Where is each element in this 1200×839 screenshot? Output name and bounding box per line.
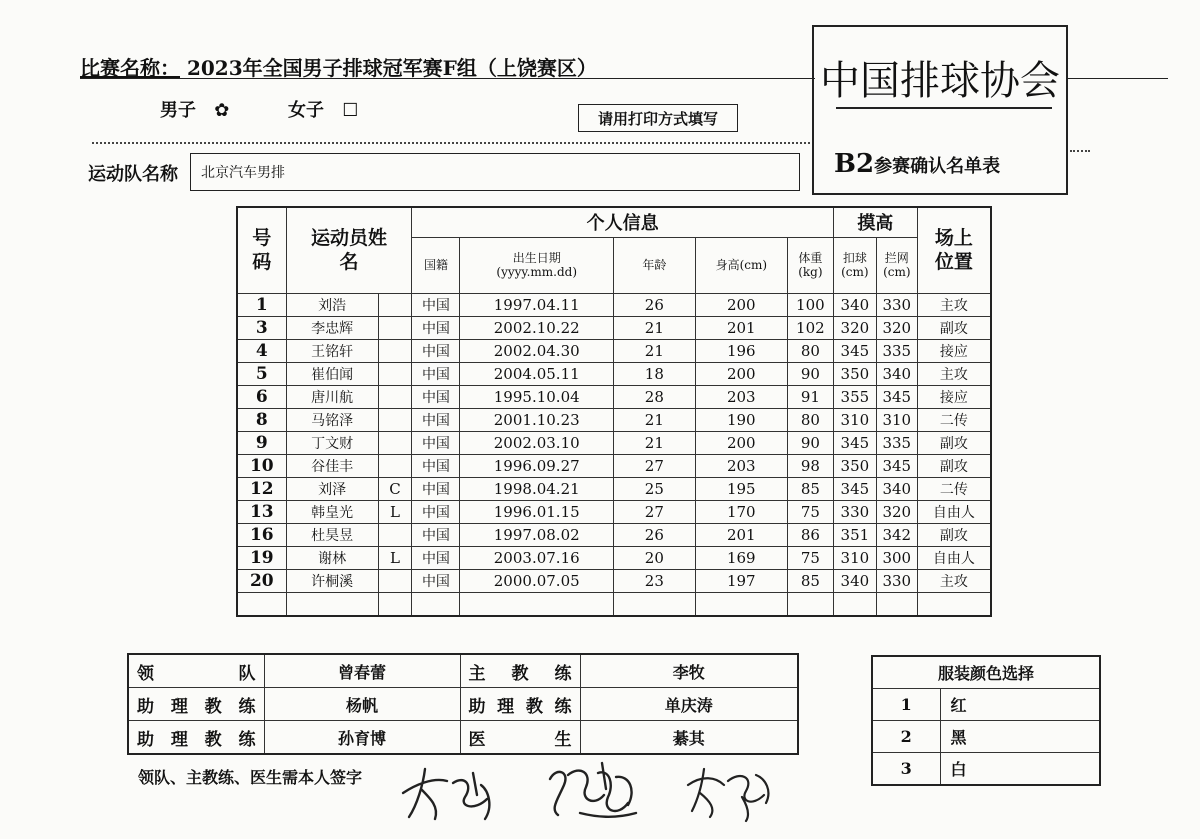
player-nationality: 中国 [412,477,460,500]
player-birth-date: 2002.04.30 [460,339,613,362]
player-age: 20 [613,546,695,569]
uniform-option[interactable] [872,753,1100,786]
table-row [237,339,991,362]
female-option[interactable] [288,96,358,122]
player-number: 8 [237,408,286,431]
player-role-mark: C [378,477,412,500]
player-weight: 80 [787,339,833,362]
association-box [812,25,1068,195]
assistant-coach-name-2[interactable]: 单庆涛 [580,688,798,721]
col-position-header: 场上位置 [917,207,991,293]
head-coach-name[interactable]: 李牧 [580,654,798,688]
competition-title [80,52,597,81]
player-nationality: 中国 [412,339,460,362]
player-role-mark: L [378,500,412,523]
player-role-mark [378,408,412,431]
table-row [237,385,991,408]
dotted-divider [92,142,810,144]
player-weight: 90 [787,362,833,385]
player-position: 二传 [917,477,991,500]
table-row [237,546,991,569]
player-height: 196 [695,339,787,362]
reach-header: 摸高 [833,207,917,237]
male-checkmark-icon: ✿ [214,100,230,121]
col-weight-header: 体重(kg) [787,237,833,293]
player-height: 201 [695,523,787,546]
player-position: 主攻 [917,362,991,385]
player-name: 马铭泽 [286,408,378,431]
player-name: 丁文财 [286,431,378,454]
empty-row [237,592,991,616]
player-spike-reach: 340 [833,569,876,592]
leader-name[interactable]: 曾春蕾 [264,654,460,688]
player-block-reach: 310 [876,408,917,431]
player-number: 20 [237,569,286,592]
leader-label: 领队 [128,654,264,688]
player-block-reach: 335 [876,339,917,362]
player-block-reach: 335 [876,431,917,454]
player-height: 169 [695,546,787,569]
print-note: 请用打印方式填写 [578,104,738,132]
table-row [237,454,991,477]
player-age: 25 [613,477,695,500]
player-name: 唐川航 [286,385,378,408]
player-weight: 85 [787,569,833,592]
player-position: 自由人 [917,500,991,523]
player-name: 杜昊昱 [286,523,378,546]
player-birth-date: 1996.09.27 [460,454,613,477]
player-height: 203 [695,454,787,477]
table-row [237,523,991,546]
player-age: 21 [613,316,695,339]
player-name: 李忠辉 [286,316,378,339]
player-age: 26 [613,523,695,546]
uniform-color-title: 服装颜色选择 [872,656,1100,689]
form-title [834,149,1000,179]
player-spike-reach: 310 [833,408,876,431]
player-block-reach: 345 [876,454,917,477]
player-number: 13 [237,500,286,523]
player-nationality: 中国 [412,523,460,546]
player-spike-reach: 345 [833,477,876,500]
uniform-option[interactable] [872,689,1100,721]
player-spike-reach: 350 [833,454,876,477]
player-weight: 90 [787,431,833,454]
player-spike-reach: 345 [833,339,876,362]
player-age: 28 [613,385,695,408]
player-spike-reach: 350 [833,362,876,385]
player-age: 18 [613,362,695,385]
player-nationality: 中国 [412,454,460,477]
player-position: 副攻 [917,454,991,477]
male-label: 男子 [160,100,196,121]
player-nationality: 中国 [412,316,460,339]
uniform-color-table [871,655,1101,786]
assistant-coach-label-3: 助理教练 [128,721,264,755]
player-position: 副攻 [917,316,991,339]
roster-table [236,206,992,617]
player-age: 23 [613,569,695,592]
team-name-field[interactable]: 北京汽车男排 [190,153,800,191]
form-code: B2 [834,149,875,179]
col-height-header: 身高(cm) [695,237,787,293]
player-number: 9 [237,431,286,454]
player-name: 许桐溪 [286,569,378,592]
player-nationality: 中国 [412,431,460,454]
player-height: 200 [695,431,787,454]
player-role-mark [378,293,412,316]
player-spike-reach: 330 [833,500,876,523]
player-block-reach: 340 [876,477,917,500]
table-row [237,431,991,454]
table-row [237,362,991,385]
uniform-option-color: 红 [940,689,1100,721]
player-spike-reach: 340 [833,293,876,316]
male-option[interactable] [160,96,229,122]
player-number: 5 [237,362,286,385]
col-age-header: 年龄 [613,237,695,293]
player-birth-date: 2000.07.05 [460,569,613,592]
player-number: 6 [237,385,286,408]
player-birth-date: 2001.10.23 [460,408,613,431]
competition-name: 2023年全国男子排球冠军赛F组（上饶赛区） [186,56,597,80]
association-divider [836,107,1052,109]
player-birth-date: 2002.03.10 [460,431,613,454]
player-name: 谷佳丰 [286,454,378,477]
player-weight: 80 [787,408,833,431]
player-number: 4 [237,339,286,362]
player-block-reach: 342 [876,523,917,546]
table-row [237,408,991,431]
dotted-divider-right [1070,150,1090,152]
player-position: 副攻 [917,431,991,454]
player-weight: 102 [787,316,833,339]
player-nationality: 中国 [412,546,460,569]
player-position: 自由人 [917,546,991,569]
player-age: 21 [613,431,695,454]
player-height: 195 [695,477,787,500]
col-block-header: 拦网(cm) [876,237,917,293]
player-birth-date: 2004.05.11 [460,362,613,385]
table-row [237,477,991,500]
signature-note: 领队、主教练、医生需本人签字 [138,768,363,787]
player-number: 12 [237,477,286,500]
female-label: 女子 [288,100,324,121]
player-nationality: 中国 [412,408,460,431]
player-age: 26 [613,293,695,316]
assistant-coach-label-2: 助理教练 [460,688,580,721]
player-spike-reach: 320 [833,316,876,339]
player-weight: 75 [787,546,833,569]
player-position: 副攻 [917,523,991,546]
player-spike-reach: 310 [833,546,876,569]
player-age: 27 [613,454,695,477]
uniform-option-number: 2 [872,721,940,753]
player-age: 21 [613,339,695,362]
player-birth-date: 1996.01.15 [460,500,613,523]
player-block-reach: 330 [876,569,917,592]
assistant-coach-label-1: 助理教练 [128,688,264,721]
player-weight: 100 [787,293,833,316]
player-name: 刘泽 [286,477,378,500]
player-number: 19 [237,546,286,569]
player-role-mark [378,454,412,477]
col-birth-header: 出生日期(yyyy.mm.dd) [460,237,613,293]
player-birth-date: 1998.04.21 [460,477,613,500]
player-height: 200 [695,362,787,385]
uniform-option[interactable] [872,721,1100,753]
player-spike-reach: 351 [833,523,876,546]
player-nationality: 中国 [412,362,460,385]
female-checkbox-icon: ☐ [342,100,359,121]
uniform-option-color: 黑 [940,721,1100,753]
form-title-text: 参赛确认名单表 [874,156,1001,177]
player-role-mark [378,523,412,546]
player-height: 170 [695,500,787,523]
player-position: 主攻 [917,293,991,316]
player-weight: 86 [787,523,833,546]
player-birth-date: 1995.10.04 [460,385,613,408]
head-coach-label: 主教练 [460,654,580,688]
player-number: 16 [237,523,286,546]
player-birth-date: 2003.07.16 [460,546,613,569]
table-row [237,316,991,339]
player-name: 谢林 [286,546,378,569]
player-role-mark [378,316,412,339]
player-nationality: 中国 [412,293,460,316]
player-position: 接应 [917,339,991,362]
player-role-mark [378,569,412,592]
player-height: 203 [695,385,787,408]
player-weight: 75 [787,500,833,523]
player-name: 崔伯闻 [286,362,378,385]
association-name: 中国排球协会 [820,58,1060,104]
player-block-reach: 300 [876,546,917,569]
player-role-mark [378,385,412,408]
personal-info-header: 个人信息 [412,207,833,237]
player-role-mark: L [378,546,412,569]
doctor-label: 医生 [460,721,580,755]
col-athlete-header: 运动员姓 名 [286,207,412,293]
player-block-reach: 340 [876,362,917,385]
title-underline-right [1068,78,1168,79]
player-block-reach: 345 [876,385,917,408]
table-row [237,293,991,316]
player-age: 27 [613,500,695,523]
player-age: 21 [613,408,695,431]
player-block-reach: 330 [876,293,917,316]
player-weight: 85 [787,477,833,500]
player-spike-reach: 345 [833,431,876,454]
player-name: 王铭轩 [286,339,378,362]
signature-3 [680,755,780,825]
col-number-header: 号码 [237,207,286,293]
player-spike-reach: 355 [833,385,876,408]
player-weight: 98 [787,454,833,477]
player-birth-date: 1997.08.02 [460,523,613,546]
player-birth-date: 2002.10.22 [460,316,613,339]
player-position: 二传 [917,408,991,431]
table-row [237,569,991,592]
player-number: 1 [237,293,286,316]
player-height: 200 [695,293,787,316]
col-nationality-header: 国籍 [412,237,460,293]
player-block-reach: 320 [876,500,917,523]
doctor-name[interactable]: 綦其 [580,721,798,755]
player-birth-date: 1997.04.11 [460,293,613,316]
player-role-mark [378,431,412,454]
uniform-option-color: 白 [940,753,1100,786]
uniform-option-number: 1 [872,689,940,721]
player-block-reach: 320 [876,316,917,339]
player-role-mark [378,339,412,362]
competition-label: 比赛名称： [80,56,180,80]
assistant-coach-name-1[interactable]: 杨帆 [264,688,460,721]
col-spike-header: 扣球(cm) [833,237,876,293]
player-nationality: 中国 [412,569,460,592]
table-row [237,500,991,523]
player-weight: 91 [787,385,833,408]
player-role-mark [378,362,412,385]
player-number: 3 [237,316,286,339]
uniform-option-number: 3 [872,753,940,786]
player-position: 接应 [917,385,991,408]
player-nationality: 中国 [412,500,460,523]
player-height: 201 [695,316,787,339]
staff-table [127,653,799,755]
player-name: 刘浩 [286,293,378,316]
team-label: 运动队名称 [88,164,178,185]
player-height: 197 [695,569,787,592]
player-name: 韩皇光 [286,500,378,523]
signature-1 [395,755,505,825]
player-number: 10 [237,454,286,477]
title-underline [80,78,815,79]
player-height: 190 [695,408,787,431]
signature-2 [540,755,650,825]
player-nationality: 中国 [412,385,460,408]
player-position: 主攻 [917,569,991,592]
assistant-coach-name-3[interactable]: 孙育博 [264,721,460,755]
